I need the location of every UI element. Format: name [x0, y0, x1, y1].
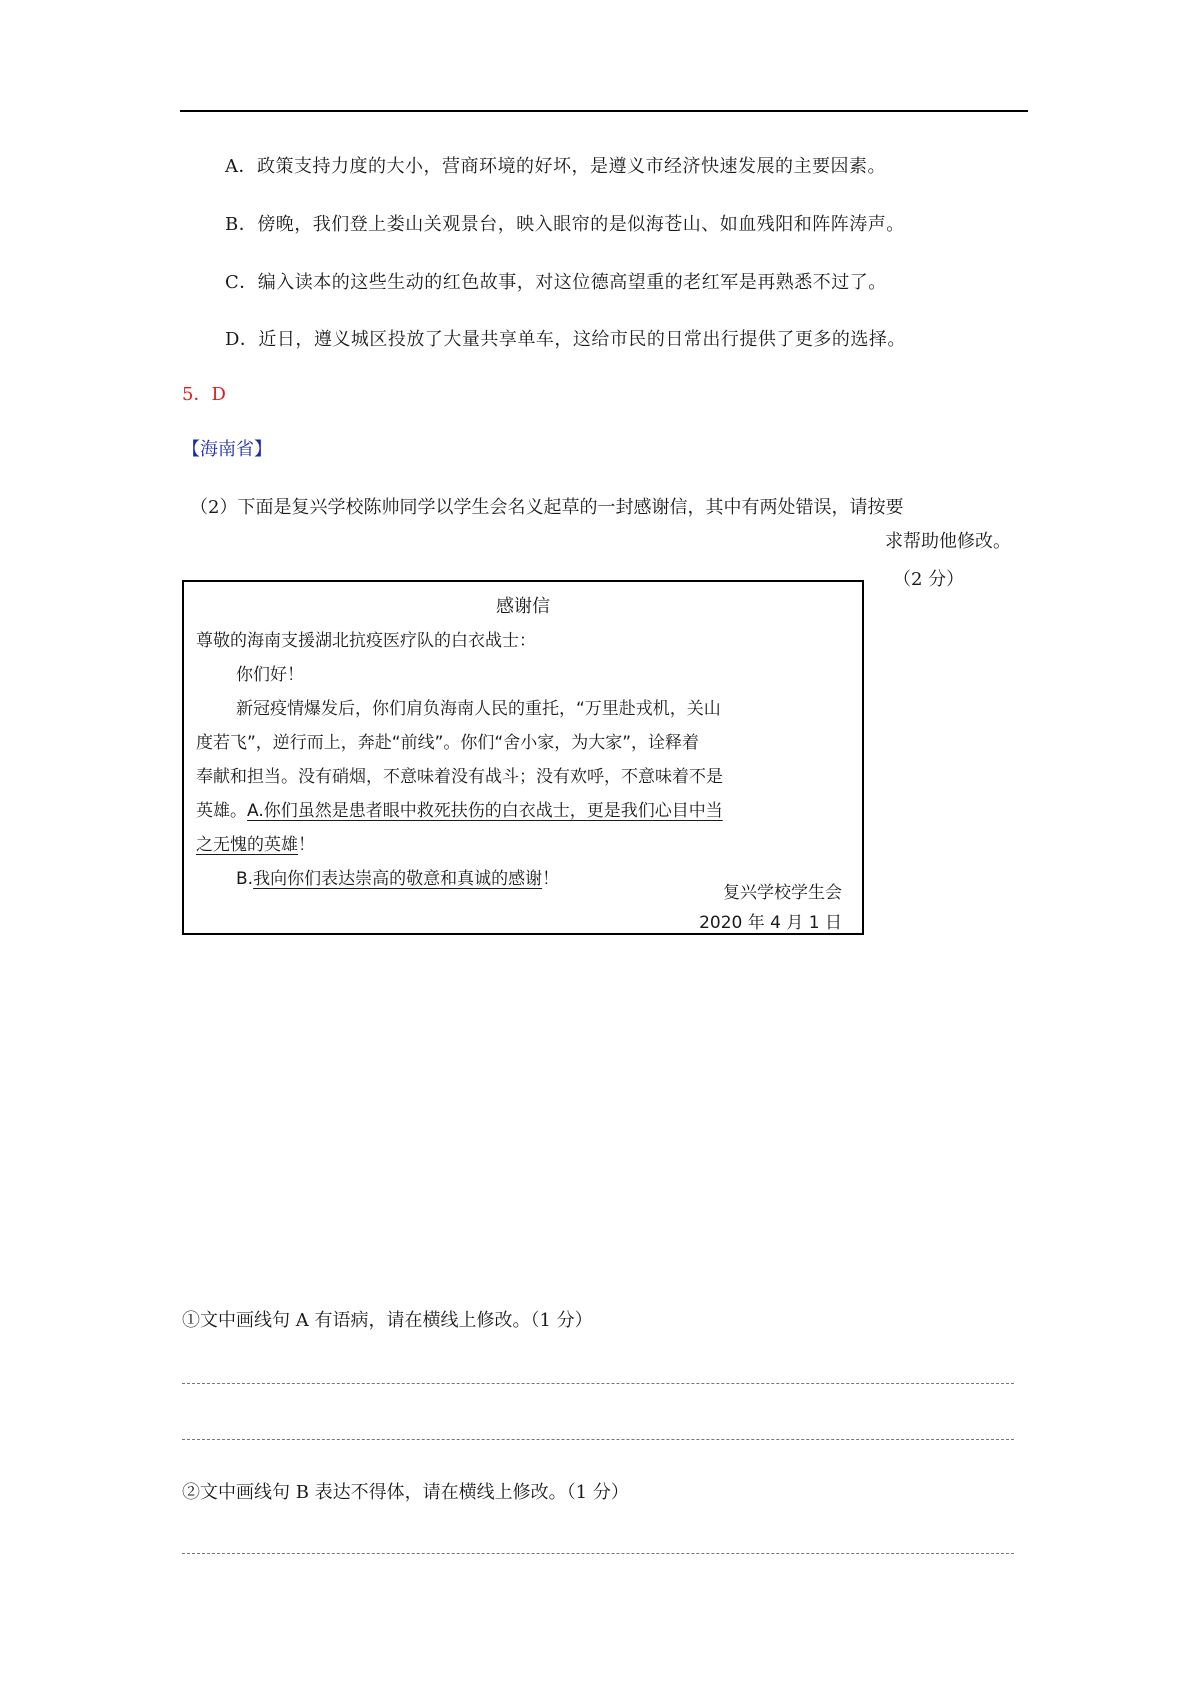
- letter-text: ！: [298, 835, 315, 855]
- letter-body-line: 奉献和担当。没有硝烟，不意味着没有战斗；没有欢呼，不意味着不是: [196, 767, 723, 787]
- letter-salutation: 尊敬的海南支援湖北抗疫医疗队的白衣战士：: [196, 631, 536, 651]
- option-d: D．近日，遵义城区投放了大量共享单车，这给市民的日常出行提供了更多的选择。: [225, 329, 906, 350]
- option-c: C．编入读本的这些生动的红色故事，对这位德高望重的老红军是再熟悉不过了。: [225, 272, 887, 293]
- underlined-sentence-a: A.你们虽然是患者眼中救死扶伤的白衣战士，更是我们心目中当: [247, 801, 723, 821]
- underlined-sentence-a-end: 之无愧的英雄: [196, 835, 298, 855]
- question-score: （2 分）: [893, 569, 965, 590]
- answer-blank-line[interactable]: [182, 1553, 1014, 1554]
- letter-date: 2020 年 4 月 1 日: [699, 913, 842, 933]
- province-heading: 【海南省】: [182, 439, 272, 460]
- question-text-line2: 求帮助他修改。: [885, 531, 1011, 552]
- option-a: A．政策支持力度的大小，营商环境的好坏，是遵义市经济快速发展的主要因素。: [225, 156, 886, 177]
- header-rule: [180, 110, 1028, 112]
- letter-body-line: [236, 864, 559, 889]
- answer-label: 5．D: [182, 384, 226, 405]
- letter-body-line: 度若飞”，逆行而上，奔赴“前线”。你们“舍小家，为大家”，诠释着: [196, 733, 700, 753]
- letter-text: 英雄。: [196, 801, 247, 821]
- answer-blank-line[interactable]: [182, 1383, 1014, 1384]
- letter-title: 感谢信: [496, 596, 550, 617]
- option-b: B．傍晚，我们登上娄山关观景台，映入眼帘的是似海苍山、如血残阳和阵阵涛声。: [225, 214, 905, 235]
- thank-you-letter-image: [182, 580, 864, 935]
- letter-greeting: 你们好！: [236, 665, 304, 685]
- question-text-line1: （2）下面是复兴学校陈帅同学以学生会名义起草的一封感谢信，其中有两处错误，请按要: [190, 497, 904, 518]
- letter-text: ！: [542, 869, 560, 889]
- answer-blank-line[interactable]: [182, 1439, 1014, 1440]
- underlined-sentence-b: 我向你们表达崇高的敬意和真诚的感谢: [253, 869, 543, 889]
- letter-body-line: [196, 830, 315, 855]
- letter-body-line: [196, 796, 723, 821]
- sub-question-1: ①文中画线句 A 有语病，请在横线上修改。（1 分）: [182, 1310, 593, 1331]
- letter-signature: 复兴学校学生会: [723, 883, 842, 903]
- letter-text: B.: [236, 869, 254, 889]
- letter-body-line: 新冠疫情爆发后，你们肩负海南人民的重托，“万里赴戎机，关山: [236, 699, 721, 719]
- sub-question-2: ②文中画线句 B 表达不得体，请在横线上修改。（1 分）: [182, 1482, 629, 1503]
